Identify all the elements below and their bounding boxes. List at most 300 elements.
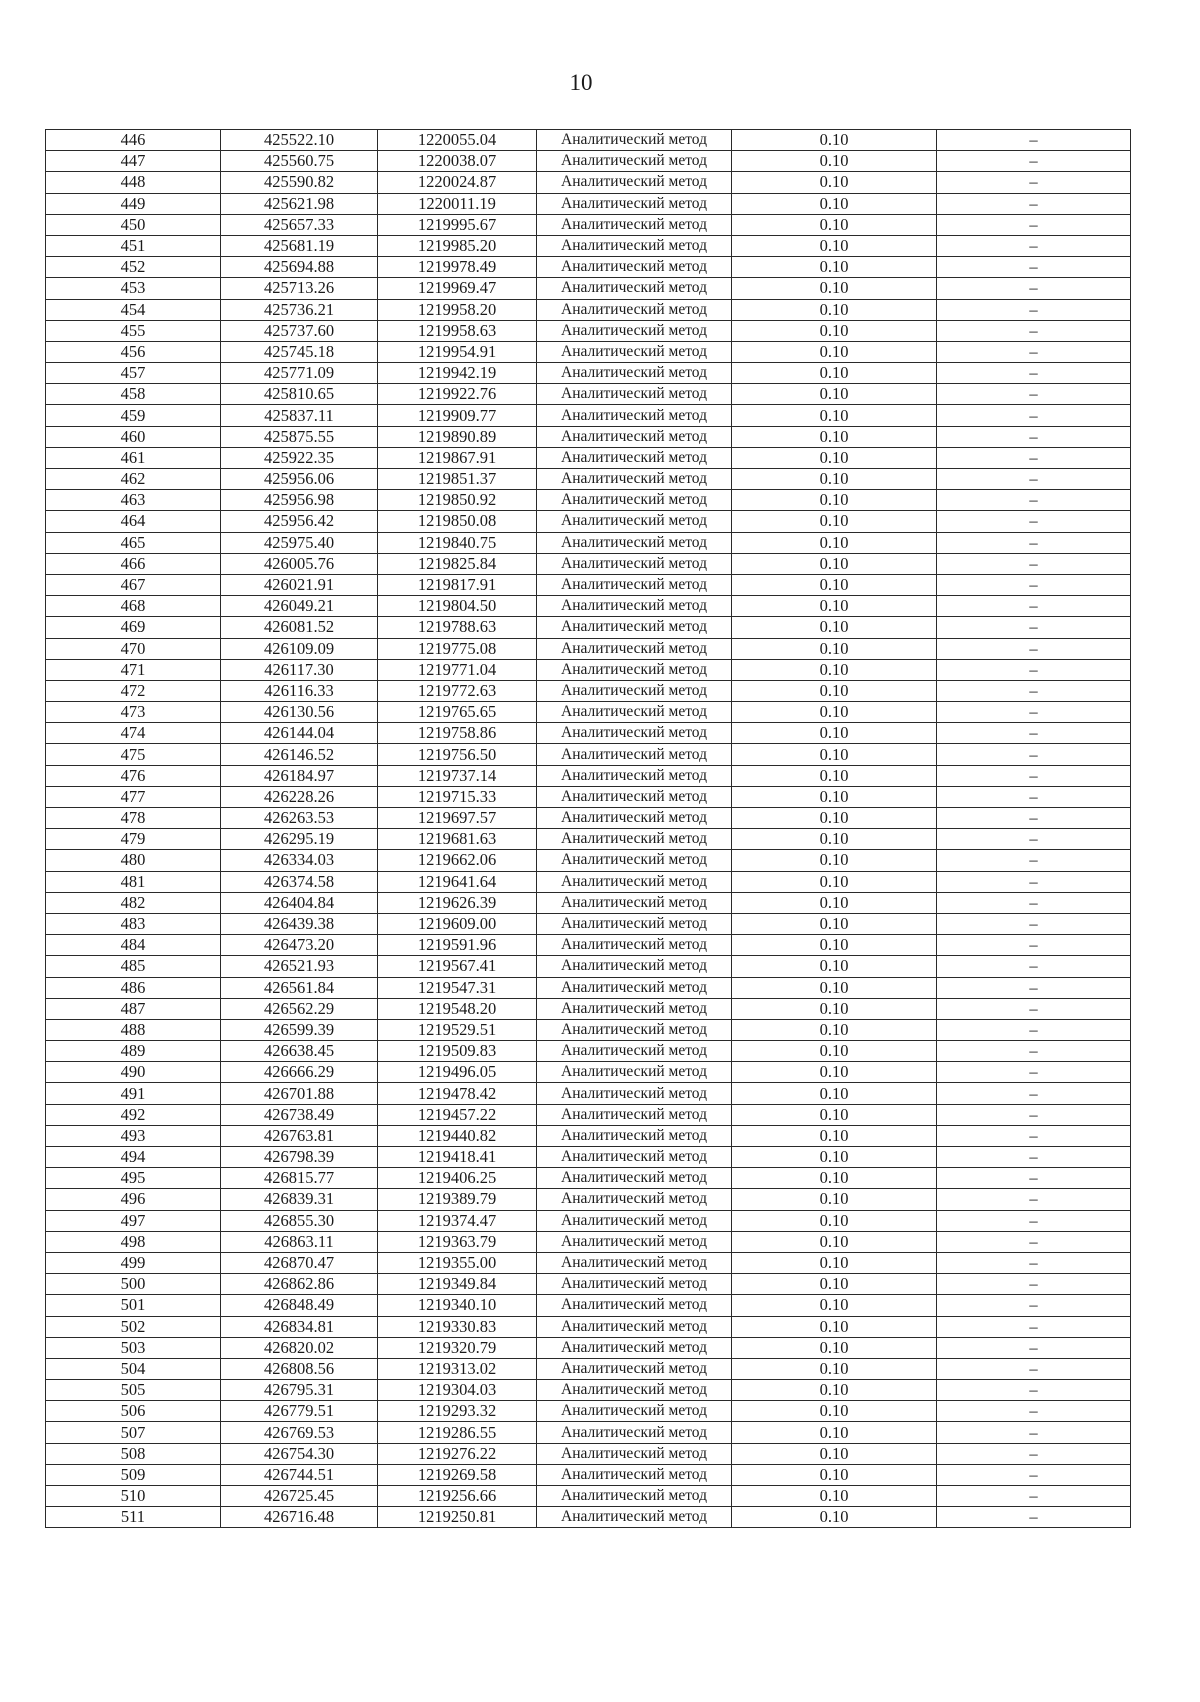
table-row [46, 680, 1131, 701]
x-coordinate-cell: 425837.11 [221, 405, 378, 426]
y-coordinate-cell: 1219978.49 [378, 257, 537, 278]
accuracy-cell: 0.10 [732, 363, 937, 384]
point-number-cell: 509 [46, 1464, 221, 1485]
y-coordinate-cell: 1219969.47 [378, 278, 537, 299]
note-cell: – [937, 363, 1131, 384]
method-cell: Аналитический метод [537, 469, 732, 490]
point-number-cell: 480 [46, 850, 221, 871]
y-coordinate-cell: 1219374.47 [378, 1210, 537, 1231]
table-row [46, 1231, 1131, 1252]
point-number-cell: 493 [46, 1125, 221, 1146]
table-row [46, 617, 1131, 638]
method-cell: Аналитический метод [537, 1210, 732, 1231]
x-coordinate-cell: 426716.48 [221, 1507, 378, 1528]
table-row [46, 363, 1131, 384]
x-coordinate-cell: 426473.20 [221, 935, 378, 956]
y-coordinate-cell: 1219567.41 [378, 956, 537, 977]
method-cell: Аналитический метод [537, 1189, 732, 1210]
point-number-cell: 470 [46, 638, 221, 659]
method-cell: Аналитический метод [537, 1041, 732, 1062]
method-cell: Аналитический метод [537, 850, 732, 871]
point-number-cell: 511 [46, 1507, 221, 1528]
y-coordinate-cell: 1219954.91 [378, 341, 537, 362]
point-number-cell: 497 [46, 1210, 221, 1231]
table-row [46, 1337, 1131, 1358]
table-row [46, 850, 1131, 871]
y-coordinate-cell: 1219363.79 [378, 1231, 537, 1252]
accuracy-cell: 0.10 [732, 617, 937, 638]
note-cell: – [937, 850, 1131, 871]
table-row [46, 257, 1131, 278]
method-cell: Аналитический метод [537, 532, 732, 553]
method-cell: Аналитический метод [537, 1422, 732, 1443]
table-row [46, 235, 1131, 256]
point-number-cell: 454 [46, 299, 221, 320]
point-number-cell: 458 [46, 384, 221, 405]
accuracy-cell: 0.10 [732, 151, 937, 172]
accuracy-cell: 0.10 [732, 765, 937, 786]
method-cell: Аналитический метод [537, 130, 732, 151]
table-row [46, 1464, 1131, 1485]
method-cell: Аналитический метод [537, 871, 732, 892]
y-coordinate-cell: 1219320.79 [378, 1337, 537, 1358]
x-coordinate-cell: 425975.40 [221, 532, 378, 553]
point-number-cell: 450 [46, 214, 221, 235]
y-coordinate-cell: 1219771.04 [378, 659, 537, 680]
accuracy-cell: 0.10 [732, 702, 937, 723]
accuracy-cell: 0.10 [732, 130, 937, 151]
x-coordinate-cell: 426763.81 [221, 1125, 378, 1146]
note-cell: – [937, 808, 1131, 829]
method-cell: Аналитический метод [537, 617, 732, 638]
accuracy-cell: 0.10 [732, 320, 937, 341]
point-number-cell: 447 [46, 151, 221, 172]
y-coordinate-cell: 1219958.63 [378, 320, 537, 341]
note-cell: – [937, 1189, 1131, 1210]
point-number-cell: 491 [46, 1083, 221, 1104]
table-row [46, 1274, 1131, 1295]
method-cell: Аналитический метод [537, 1168, 732, 1189]
method-cell: Аналитический метод [537, 1231, 732, 1252]
x-coordinate-cell: 426109.09 [221, 638, 378, 659]
method-cell: Аналитический метод [537, 1443, 732, 1464]
table-row [46, 998, 1131, 1019]
x-coordinate-cell: 425956.98 [221, 490, 378, 511]
table-row [46, 786, 1131, 807]
note-cell: – [937, 426, 1131, 447]
method-cell: Аналитический метод [537, 998, 732, 1019]
x-coordinate-cell: 426295.19 [221, 829, 378, 850]
y-coordinate-cell: 1219958.20 [378, 299, 537, 320]
table-row [46, 892, 1131, 913]
accuracy-cell: 0.10 [732, 490, 937, 511]
x-coordinate-cell: 426798.39 [221, 1147, 378, 1168]
note-cell: – [937, 1486, 1131, 1507]
accuracy-cell: 0.10 [732, 553, 937, 574]
point-number-cell: 490 [46, 1062, 221, 1083]
point-number-cell: 460 [46, 426, 221, 447]
note-cell: – [937, 786, 1131, 807]
x-coordinate-cell: 426769.53 [221, 1422, 378, 1443]
point-number-cell: 477 [46, 786, 221, 807]
y-coordinate-cell: 1219418.41 [378, 1147, 537, 1168]
table-row [46, 1295, 1131, 1316]
note-cell: – [937, 956, 1131, 977]
note-cell: – [937, 193, 1131, 214]
x-coordinate-cell: 425922.35 [221, 447, 378, 468]
x-coordinate-cell: 426144.04 [221, 723, 378, 744]
note-cell: – [937, 596, 1131, 617]
accuracy-cell: 0.10 [732, 1189, 937, 1210]
note-cell: – [937, 913, 1131, 934]
accuracy-cell: 0.10 [732, 998, 937, 1019]
point-number-cell: 495 [46, 1168, 221, 1189]
note-cell: – [937, 341, 1131, 362]
method-cell: Аналитический метод [537, 1125, 732, 1146]
accuracy-cell: 0.10 [732, 913, 937, 934]
y-coordinate-cell: 1219890.89 [378, 426, 537, 447]
point-number-cell: 479 [46, 829, 221, 850]
accuracy-cell: 0.10 [732, 850, 937, 871]
note-cell: – [937, 1507, 1131, 1528]
y-coordinate-cell: 1219804.50 [378, 596, 537, 617]
y-coordinate-cell: 1219641.64 [378, 871, 537, 892]
accuracy-cell: 0.10 [732, 956, 937, 977]
point-number-cell: 502 [46, 1316, 221, 1337]
note-cell: – [937, 1358, 1131, 1379]
method-cell: Аналитический метод [537, 511, 732, 532]
x-coordinate-cell: 426049.21 [221, 596, 378, 617]
accuracy-cell: 0.10 [732, 214, 937, 235]
point-number-cell: 483 [46, 913, 221, 934]
point-number-cell: 471 [46, 659, 221, 680]
accuracy-cell: 0.10 [732, 1274, 937, 1295]
table-row [46, 1083, 1131, 1104]
accuracy-cell: 0.10 [732, 1231, 937, 1252]
accuracy-cell: 0.10 [732, 1252, 937, 1273]
note-cell: – [937, 172, 1131, 193]
accuracy-cell: 0.10 [732, 1125, 937, 1146]
point-number-cell: 484 [46, 935, 221, 956]
accuracy-cell: 0.10 [732, 1464, 937, 1485]
table-row [46, 702, 1131, 723]
note-cell: – [937, 574, 1131, 595]
y-coordinate-cell: 1219697.57 [378, 808, 537, 829]
note-cell: – [937, 829, 1131, 850]
note-cell: – [937, 299, 1131, 320]
note-cell: – [937, 1401, 1131, 1422]
y-coordinate-cell: 1219788.63 [378, 617, 537, 638]
method-cell: Аналитический метод [537, 638, 732, 659]
accuracy-cell: 0.10 [732, 1443, 937, 1464]
x-coordinate-cell: 426374.58 [221, 871, 378, 892]
accuracy-cell: 0.10 [732, 659, 937, 680]
x-coordinate-cell: 426666.29 [221, 1062, 378, 1083]
x-coordinate-cell: 425810.65 [221, 384, 378, 405]
x-coordinate-cell: 425621.98 [221, 193, 378, 214]
table-row [46, 405, 1131, 426]
x-coordinate-cell: 426848.49 [221, 1295, 378, 1316]
accuracy-cell: 0.10 [732, 1147, 937, 1168]
table-row [46, 1443, 1131, 1464]
note-cell: – [937, 1083, 1131, 1104]
x-coordinate-cell: 426862.86 [221, 1274, 378, 1295]
note-cell: – [937, 1252, 1131, 1273]
accuracy-cell: 0.10 [732, 1358, 937, 1379]
y-coordinate-cell: 1219765.65 [378, 702, 537, 723]
table-row [46, 1147, 1131, 1168]
method-cell: Аналитический метод [537, 447, 732, 468]
y-coordinate-cell: 1219591.96 [378, 935, 537, 956]
table-row [46, 172, 1131, 193]
point-number-cell: 457 [46, 363, 221, 384]
note-cell: – [937, 1422, 1131, 1443]
x-coordinate-cell: 426146.52 [221, 744, 378, 765]
accuracy-cell: 0.10 [732, 596, 937, 617]
note-cell: – [937, 723, 1131, 744]
y-coordinate-cell: 1219250.81 [378, 1507, 537, 1528]
point-number-cell: 506 [46, 1401, 221, 1422]
y-coordinate-cell: 1219496.05 [378, 1062, 537, 1083]
method-cell: Аналитический метод [537, 702, 732, 723]
note-cell: – [937, 214, 1131, 235]
accuracy-cell: 0.10 [732, 1104, 937, 1125]
table-row [46, 956, 1131, 977]
y-coordinate-cell: 1219286.55 [378, 1422, 537, 1443]
point-number-cell: 494 [46, 1147, 221, 1168]
table-row [46, 1486, 1131, 1507]
method-cell: Аналитический метод [537, 1104, 732, 1125]
method-cell: Аналитический метод [537, 680, 732, 701]
x-coordinate-cell: 426870.47 [221, 1252, 378, 1273]
x-coordinate-cell: 426561.84 [221, 977, 378, 998]
point-number-cell: 508 [46, 1443, 221, 1464]
point-number-cell: 451 [46, 235, 221, 256]
table-row [46, 1210, 1131, 1231]
table-row [46, 1019, 1131, 1040]
method-cell: Аналитический метод [537, 1083, 732, 1104]
table-row [46, 1401, 1131, 1422]
y-coordinate-cell: 1219256.66 [378, 1486, 537, 1507]
note-cell: – [937, 765, 1131, 786]
coordinates-table [45, 129, 1131, 1528]
point-number-cell: 459 [46, 405, 221, 426]
note-cell: – [937, 744, 1131, 765]
point-number-cell: 499 [46, 1252, 221, 1273]
table-row [46, 130, 1131, 151]
table-row [46, 723, 1131, 744]
x-coordinate-cell: 426081.52 [221, 617, 378, 638]
point-number-cell: 478 [46, 808, 221, 829]
table-row [46, 808, 1131, 829]
table-row [46, 1062, 1131, 1083]
table-row [46, 935, 1131, 956]
note-cell: – [937, 151, 1131, 172]
table-row [46, 1358, 1131, 1379]
note-cell: – [937, 235, 1131, 256]
x-coordinate-cell: 425771.09 [221, 363, 378, 384]
note-cell: – [937, 702, 1131, 723]
point-number-cell: 468 [46, 596, 221, 617]
method-cell: Аналитический метод [537, 363, 732, 384]
method-cell: Аналитический метод [537, 765, 732, 786]
method-cell: Аналитический метод [537, 278, 732, 299]
note-cell: – [937, 405, 1131, 426]
y-coordinate-cell: 1219548.20 [378, 998, 537, 1019]
x-coordinate-cell: 425522.10 [221, 130, 378, 151]
method-cell: Аналитический метод [537, 405, 732, 426]
accuracy-cell: 0.10 [732, 1019, 937, 1040]
point-number-cell: 472 [46, 680, 221, 701]
table-row [46, 638, 1131, 659]
y-coordinate-cell: 1219817.91 [378, 574, 537, 595]
table-row [46, 1168, 1131, 1189]
note-cell: – [937, 130, 1131, 151]
accuracy-cell: 0.10 [732, 532, 937, 553]
accuracy-cell: 0.10 [732, 892, 937, 913]
y-coordinate-cell: 1219547.31 [378, 977, 537, 998]
y-coordinate-cell: 1219909.77 [378, 405, 537, 426]
method-cell: Аналитический метод [537, 1062, 732, 1083]
note-cell: – [937, 1295, 1131, 1316]
method-cell: Аналитический метод [537, 1252, 732, 1273]
point-number-cell: 465 [46, 532, 221, 553]
method-cell: Аналитический метод [537, 956, 732, 977]
accuracy-cell: 0.10 [732, 405, 937, 426]
point-number-cell: 488 [46, 1019, 221, 1040]
method-cell: Аналитический метод [537, 1337, 732, 1358]
note-cell: – [937, 659, 1131, 680]
table-row [46, 871, 1131, 892]
method-cell: Аналитический метод [537, 1295, 732, 1316]
table-row [46, 1507, 1131, 1528]
table-row [46, 659, 1131, 680]
method-cell: Аналитический метод [537, 829, 732, 850]
x-coordinate-cell: 426839.31 [221, 1189, 378, 1210]
accuracy-cell: 0.10 [732, 723, 937, 744]
y-coordinate-cell: 1219681.63 [378, 829, 537, 850]
accuracy-cell: 0.10 [732, 808, 937, 829]
method-cell: Аналитический метод [537, 1147, 732, 1168]
y-coordinate-cell: 1220055.04 [378, 130, 537, 151]
x-coordinate-cell: 426439.38 [221, 913, 378, 934]
table-row [46, 553, 1131, 574]
point-number-cell: 455 [46, 320, 221, 341]
point-number-cell: 464 [46, 511, 221, 532]
note-cell: – [937, 1168, 1131, 1189]
method-cell: Аналитический метод [537, 1486, 732, 1507]
note-cell: – [937, 638, 1131, 659]
point-number-cell: 456 [46, 341, 221, 362]
table-row [46, 1380, 1131, 1401]
y-coordinate-cell: 1219942.19 [378, 363, 537, 384]
point-number-cell: 482 [46, 892, 221, 913]
note-cell: – [937, 1316, 1131, 1337]
x-coordinate-cell: 426184.97 [221, 765, 378, 786]
accuracy-cell: 0.10 [732, 447, 937, 468]
table-row [46, 913, 1131, 934]
point-number-cell: 453 [46, 278, 221, 299]
table-row [46, 1422, 1131, 1443]
x-coordinate-cell: 425590.82 [221, 172, 378, 193]
y-coordinate-cell: 1219609.00 [378, 913, 537, 934]
point-number-cell: 469 [46, 617, 221, 638]
note-cell: – [937, 257, 1131, 278]
y-coordinate-cell: 1219509.83 [378, 1041, 537, 1062]
y-coordinate-cell: 1219850.08 [378, 511, 537, 532]
x-coordinate-cell: 426855.30 [221, 1210, 378, 1231]
y-coordinate-cell: 1219276.22 [378, 1443, 537, 1464]
accuracy-cell: 0.10 [732, 1295, 937, 1316]
point-number-cell: 446 [46, 130, 221, 151]
point-number-cell: 475 [46, 744, 221, 765]
y-coordinate-cell: 1219772.63 [378, 680, 537, 701]
x-coordinate-cell: 426754.30 [221, 1443, 378, 1464]
table-row [46, 1316, 1131, 1337]
table-row [46, 426, 1131, 447]
table-row [46, 341, 1131, 362]
point-number-cell: 486 [46, 977, 221, 998]
point-number-cell: 466 [46, 553, 221, 574]
table-row [46, 469, 1131, 490]
note-cell: – [937, 447, 1131, 468]
x-coordinate-cell: 426779.51 [221, 1401, 378, 1422]
y-coordinate-cell: 1219304.03 [378, 1380, 537, 1401]
accuracy-cell: 0.10 [732, 1401, 937, 1422]
y-coordinate-cell: 1219529.51 [378, 1019, 537, 1040]
table-row [46, 574, 1131, 595]
point-number-cell: 501 [46, 1295, 221, 1316]
x-coordinate-cell: 425681.19 [221, 235, 378, 256]
point-number-cell: 496 [46, 1189, 221, 1210]
table-row [46, 214, 1131, 235]
point-number-cell: 467 [46, 574, 221, 595]
method-cell: Аналитический метод [537, 892, 732, 913]
accuracy-cell: 0.10 [732, 1316, 937, 1337]
table-row [46, 320, 1131, 341]
note-cell: – [937, 511, 1131, 532]
x-coordinate-cell: 426701.88 [221, 1083, 378, 1104]
x-coordinate-cell: 426228.26 [221, 786, 378, 807]
x-coordinate-cell: 426638.45 [221, 1041, 378, 1062]
table-row [46, 1125, 1131, 1146]
accuracy-cell: 0.10 [732, 935, 937, 956]
point-number-cell: 489 [46, 1041, 221, 1062]
note-cell: – [937, 1274, 1131, 1295]
table-row [46, 151, 1131, 172]
method-cell: Аналитический метод [537, 913, 732, 934]
point-number-cell: 474 [46, 723, 221, 744]
accuracy-cell: 0.10 [732, 257, 937, 278]
method-cell: Аналитический метод [537, 384, 732, 405]
point-number-cell: 461 [46, 447, 221, 468]
point-number-cell: 492 [46, 1104, 221, 1125]
method-cell: Аналитический метод [537, 193, 732, 214]
accuracy-cell: 0.10 [732, 341, 937, 362]
x-coordinate-cell: 426744.51 [221, 1464, 378, 1485]
x-coordinate-cell: 426820.02 [221, 1337, 378, 1358]
x-coordinate-cell: 426863.11 [221, 1231, 378, 1252]
accuracy-cell: 0.10 [732, 786, 937, 807]
x-coordinate-cell: 425956.42 [221, 511, 378, 532]
note-cell: – [937, 469, 1131, 490]
accuracy-cell: 0.10 [732, 1380, 937, 1401]
point-number-cell: 481 [46, 871, 221, 892]
y-coordinate-cell: 1219406.25 [378, 1168, 537, 1189]
y-coordinate-cell: 1219851.37 [378, 469, 537, 490]
point-number-cell: 503 [46, 1337, 221, 1358]
table-row [46, 511, 1131, 532]
